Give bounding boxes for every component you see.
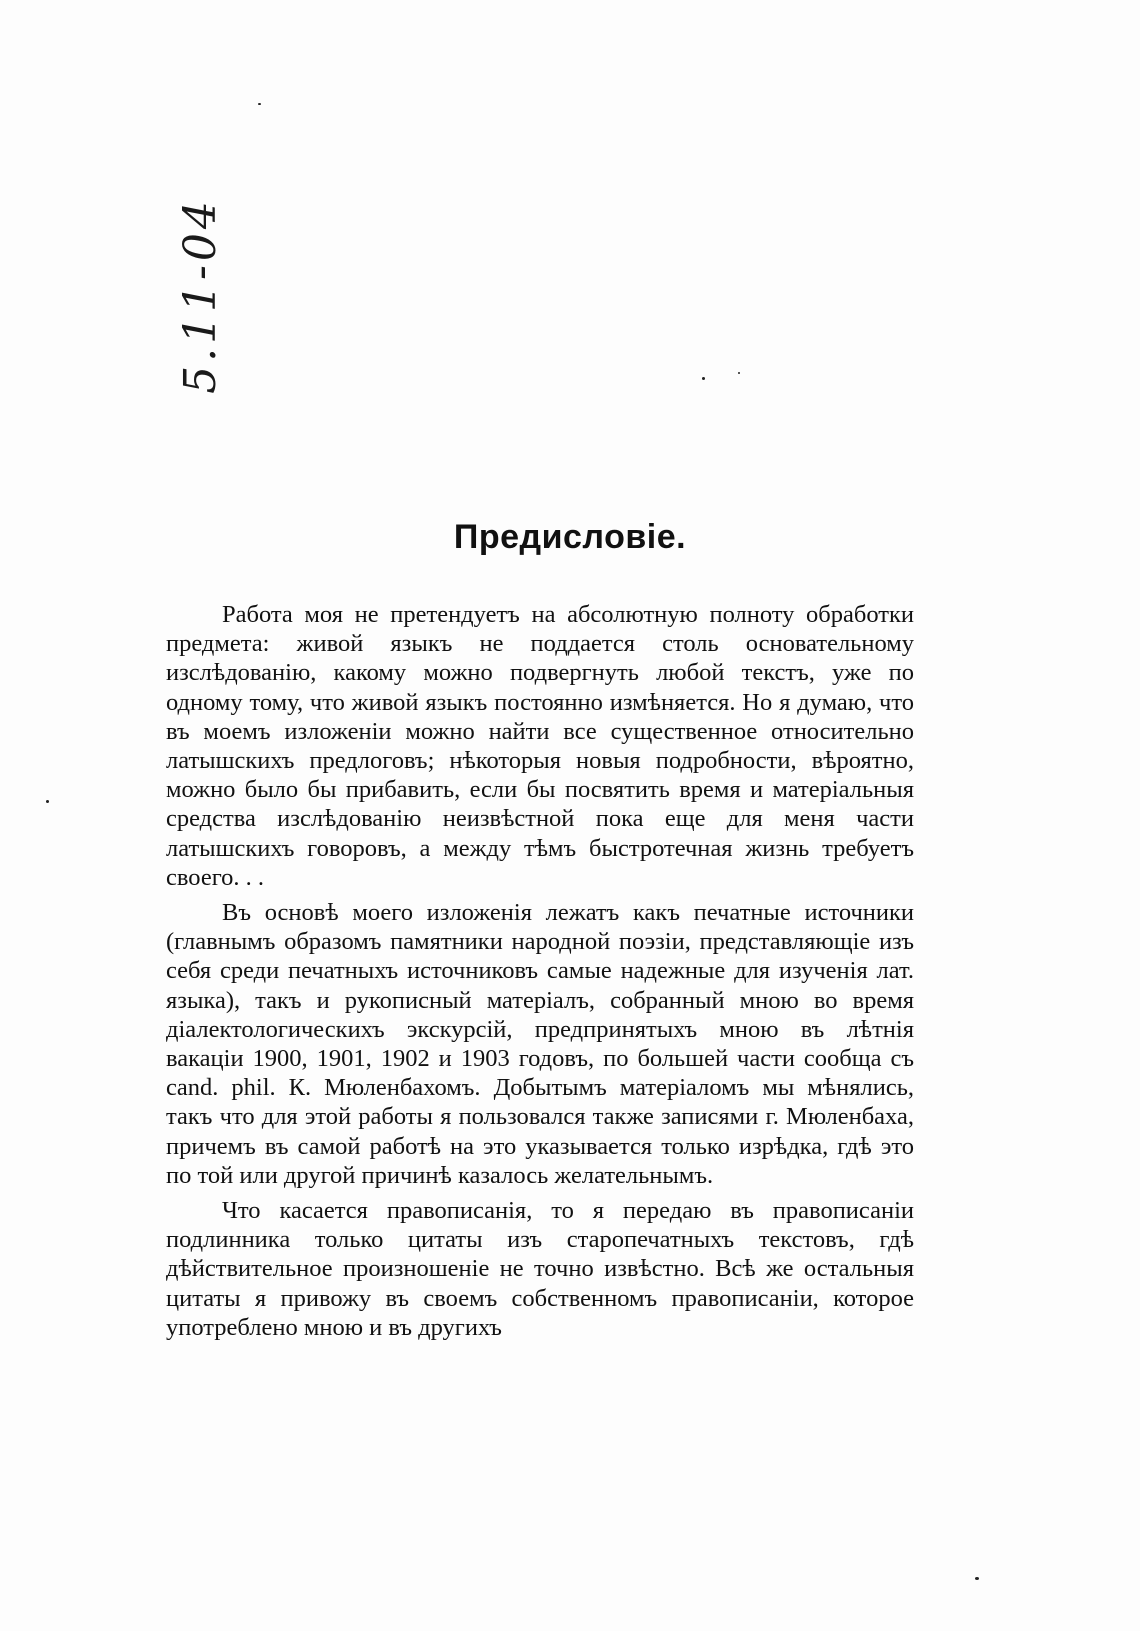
paragraph: Въ основѣ моего изложенія лежатъ какъ печатные источники (главнымъ образомъ памятники народной поэзіи, представляющіе изъ себя среди печатныхъ источниковъ самые надежные для изученія лат. языка), такъ и рукописный матеріалъ, собранный мною во время діалектологическихъ экскурсій, предпринятыхъ мною въ лѣтнія вакаціи 1900, 1901, 1902 и 1903 годовъ, по большей части сообща съ cand. phil. К. Мюленбахомъ. Добытымъ матеріаломъ мы мѣнялись, такъ что для этой работы я пользовался также записями г. Мюленбаха, причемъ въ самой работѣ на это указывается только изрѣдка, гдѣ это по той или другой причинѣ казалось желательнымъ. [166, 899, 914, 1189]
preface-body [166, 600, 914, 1348]
shelfmark-text: 5.11-04 [174, 196, 226, 394]
paragraph: Работа моя не претендуетъ на абсолютную полноту обработки предмета: живой языкъ не поддается столь основательному изслѣдованію, какому можно подвергнуть любой текстъ, уже по одному тому, что живой языкъ постоянно измѣняется. Но я думаю, что въ моемъ изложеніи можно найти все существенное относительно латышскихъ предлоговъ; нѣкоторыя новыя подробности, вѣроятно, можно было бы прибавить, если бы посвятить время и матеріальныя средства изслѣдованію неизвѣстной пока еще для меня части латышскихъ говоровъ, а между тѣмъ быстротечная жизнь требуетъ своего. . . [166, 601, 914, 891]
paragraph: Что касается правописанія, то я передаю въ правописаніи подлинника только цитаты изъ старопечатныхъ текстовъ, гдѣ дѣйствительное произношеніе не точно извѣстно. Всѣ же остальныя цитаты я привожу въ своемъ собственномъ правописаніи, которое употреблено мною и въ другихъ [166, 1197, 914, 1341]
ink-speck [46, 800, 49, 803]
ink-speck [975, 1577, 979, 1580]
ink-speck [738, 372, 740, 374]
ink-speck [258, 103, 261, 105]
handwritten-shelfmark [170, 190, 230, 400]
page-title: Предисловіе. [453, 518, 687, 556]
ink-speck [702, 377, 705, 380]
